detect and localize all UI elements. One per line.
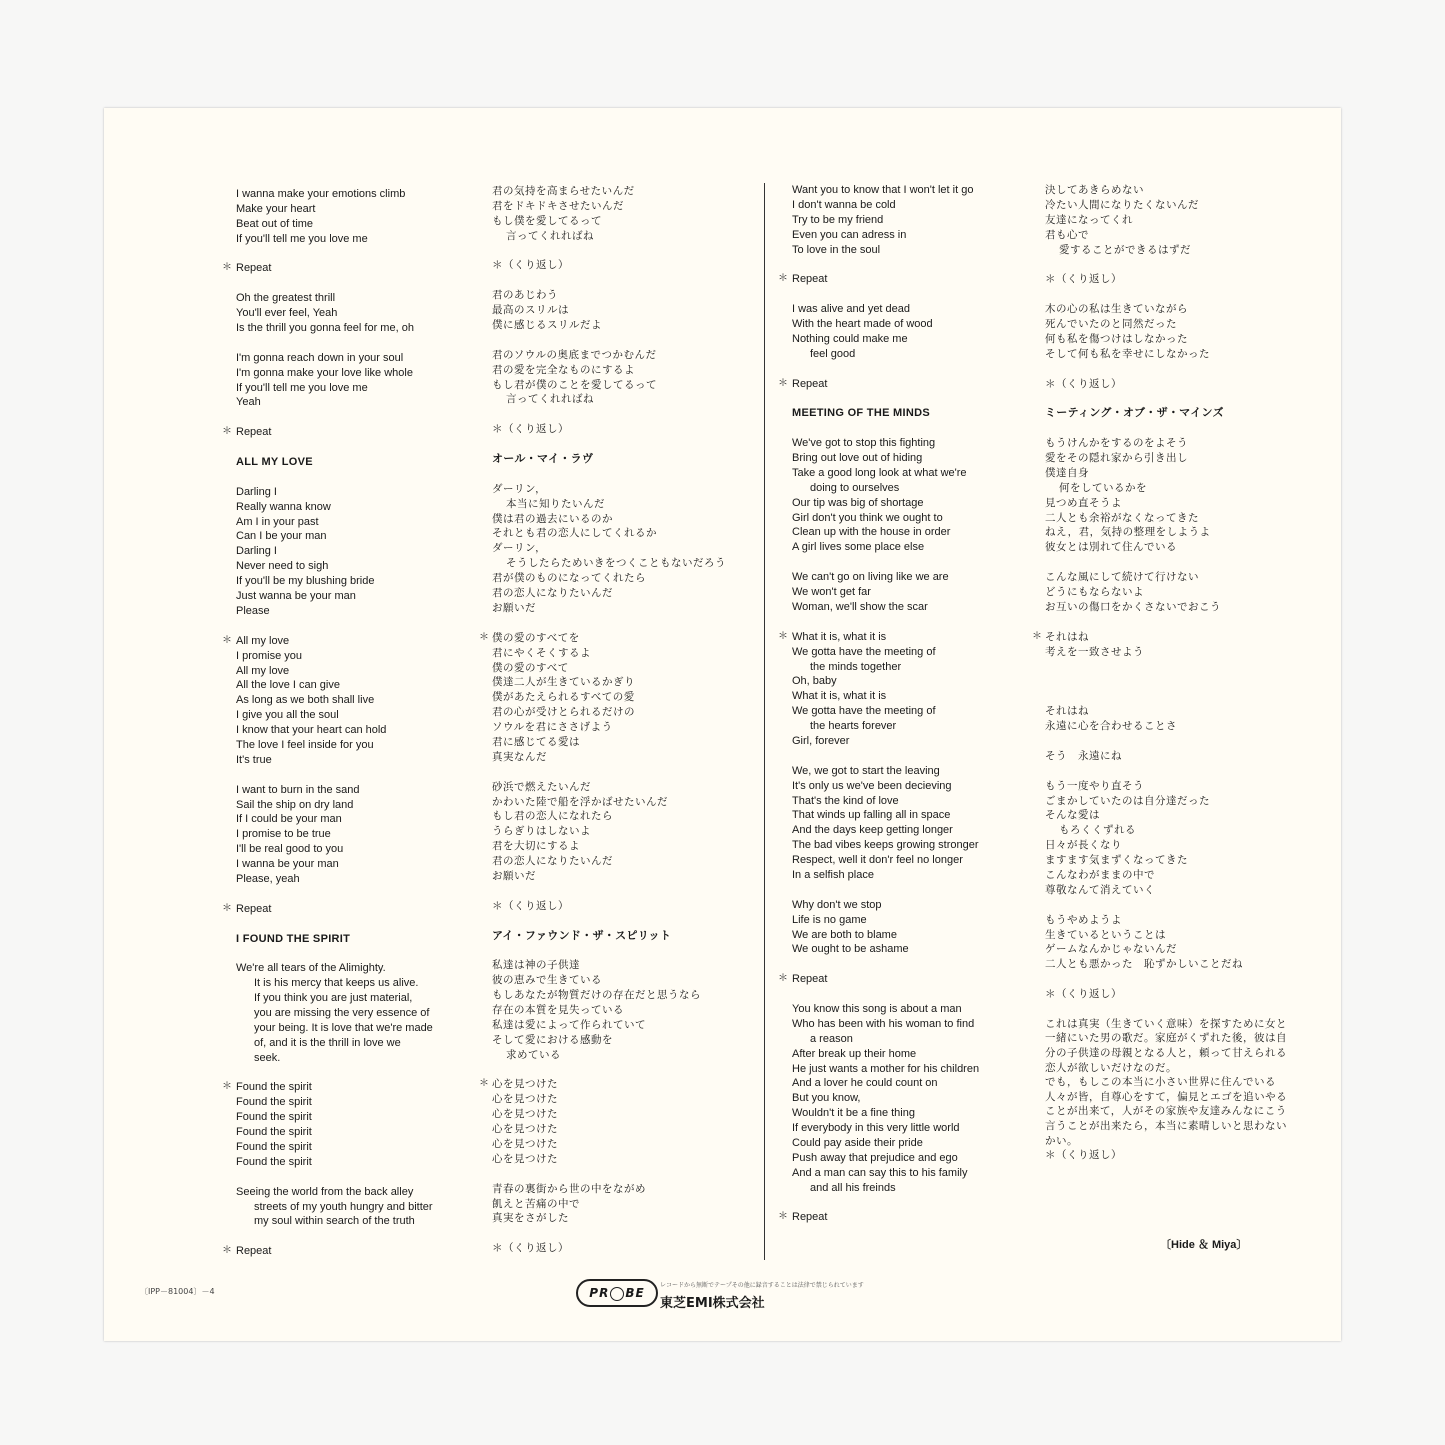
- lyric-line: All the love I can give: [236, 679, 340, 692]
- lyric-line: Oh the greatest thrill: [236, 292, 336, 305]
- blank-line: [236, 768, 433, 783]
- lyric-line: Can I be your man: [236, 530, 327, 543]
- lyric-line: ねえ，君，気持の整理をしようよ: [1045, 526, 1211, 539]
- lyric-line: 心を見つけた: [492, 1152, 558, 1165]
- lyric-line: Found the spirit: [236, 1111, 312, 1124]
- lyric-line: 心を見つけた: [492, 1093, 558, 1106]
- lyric-line: それはね: [1045, 705, 1089, 718]
- asterisk-marker: ＊: [778, 631, 788, 642]
- lyric-line: doing to ourselves: [810, 481, 900, 494]
- lyric-line: You'll ever feel, Yeah: [236, 307, 338, 320]
- blank-line: [236, 247, 433, 262]
- lyric-line: ごまかしていたのは自分達だった: [1045, 794, 1210, 807]
- lyric-line: ソウルを君にささげよう: [492, 721, 613, 734]
- lyric-line: それとも君の恋人にしてくれるか: [492, 527, 657, 540]
- lyric-line: もうけんかをするのをよそう: [1045, 437, 1188, 450]
- repeat-marker: Repeat: [792, 273, 828, 286]
- blank-line: [792, 555, 979, 570]
- lyric-line: Life is no game: [792, 913, 867, 926]
- song-title: アイ・ファウンド・ザ・スピリット: [492, 928, 672, 942]
- lyric-line: 心を見つけた: [492, 1123, 558, 1136]
- lyric-line: All my love: [236, 634, 290, 647]
- lyric-line: Want you to know that I won't let it go: [792, 184, 974, 196]
- lyric-line: I'm gonna make your love like whole: [236, 366, 413, 379]
- lyric-line: 生きているということは: [1045, 928, 1166, 941]
- lyric-line: my soul within search of the truth: [254, 1215, 415, 1228]
- blank-line: [1045, 391, 1291, 406]
- lyric-line: I promise to be true: [236, 828, 331, 841]
- lyric-line: 死んでいたのと同然だった: [1045, 318, 1177, 331]
- lyric-line: As long as we both shall live: [236, 694, 375, 707]
- blank-line: [1045, 660, 1291, 675]
- footer: [576, 1278, 876, 1311]
- lyric-line: 僕達二人が生きているかぎり: [492, 676, 635, 689]
- lyric-line: We gotta have the meeting of: [792, 705, 936, 718]
- asterisk-marker: ＊: [1032, 631, 1043, 642]
- lyric-line: お願いだ: [492, 601, 536, 614]
- lyric-line: 君のあじわう: [492, 289, 558, 302]
- lyric-line: 僕は君の過去にいるのか: [492, 512, 613, 525]
- lyric-line: a reason: [810, 1032, 853, 1045]
- blank-line: [492, 467, 726, 482]
- blank-line: [1045, 287, 1291, 302]
- blank-line: [1045, 689, 1291, 704]
- blank-line: [792, 287, 979, 302]
- lyric-line: 私達は神の子供達: [492, 959, 580, 972]
- blank-line: [492, 1226, 726, 1241]
- song-title: ALL MY LOVE: [236, 456, 313, 469]
- lyric-line: Darling I: [236, 545, 277, 558]
- lyric-line: That winds up falling all in space: [792, 809, 951, 822]
- lyric-line: 青春の裏街から世の中をながめ: [492, 1182, 646, 1195]
- lyric-line: He just wants a mother for his children: [792, 1062, 980, 1075]
- lyric-line: Girl don't you think we ought to: [792, 511, 943, 524]
- lyric-line: かわいた陸で船を浮かばせたいんだ: [492, 795, 668, 808]
- lyric-line: 僕の愛のすべてを: [492, 631, 580, 644]
- blank-line: [236, 946, 433, 961]
- lyric-line: Found the spirit: [236, 1081, 312, 1094]
- blank-line: [236, 619, 433, 634]
- lyric-line: 私達は愛によって作られていて: [492, 1018, 646, 1031]
- blank-line: [236, 1066, 433, 1081]
- lyric-line: If you think you are just material,: [254, 992, 413, 1005]
- repeat-marker: Repeat: [792, 1211, 828, 1224]
- lyric-line: Bring out love out of hiding: [792, 452, 923, 465]
- lyric-line: It is his mercy that keeps us alive.: [254, 977, 419, 990]
- lyric-line: Oh, baby: [792, 675, 837, 688]
- blank-line: [1045, 734, 1291, 749]
- lyric-line: もし僕を愛してるって: [492, 214, 602, 227]
- lyric-line: 砂浜で燃えたいんだ: [492, 780, 591, 793]
- lyrics-right-english: [778, 183, 980, 1225]
- lyric-line: Clean up with the house in order: [792, 526, 951, 539]
- lyric-line: どうにもならないよ: [1045, 586, 1144, 599]
- lyric-line: ダーリン，: [492, 482, 547, 495]
- lyric-line: 君の恋人になりたいんだ: [492, 587, 613, 600]
- lyric-line: I was alive and yet dead: [792, 303, 911, 316]
- lyric-line: If you'll be my blushing bride: [236, 575, 375, 588]
- lyric-line: Woman, we'll show the scar: [792, 600, 928, 613]
- lyric-line: そうしたらためいきをつくこともないだろう: [506, 557, 726, 570]
- commentary-paragraph: これは真実（生きていく意味）を探すために女と一緒にいた男の歌だ。家庭がくずれた後，彼は自分の子供達の母親となる人と，頼って甘えられる恋人が欲しいだけなのだ。: [1045, 1017, 1287, 1074]
- column-divider: [764, 183, 765, 1260]
- lyric-line: Please, yeah: [236, 872, 300, 885]
- lyric-line: 友達になってくれ: [1045, 213, 1133, 226]
- asterisk-marker: ＊: [479, 1078, 490, 1089]
- blank-line: [492, 943, 726, 958]
- lyric-line: Wouldn't it be a fine thing: [792, 1107, 915, 1120]
- lyric-line: We, we got to start the leaving: [792, 764, 940, 777]
- lyric-line: 真実なんだ: [492, 750, 547, 763]
- lyric-line: We ought to be ashame: [792, 943, 909, 956]
- lyric-line: 存在の本質を見失っている: [492, 1003, 624, 1016]
- lyric-line: Am I in your past: [236, 515, 319, 528]
- blank-line: [492, 244, 726, 259]
- asterisk-marker: ＊: [778, 1211, 788, 1222]
- blank-line: [792, 749, 979, 764]
- lyric-line: If you'll tell me you love me: [236, 381, 368, 394]
- lyric-line: We've got to stop this fighting: [792, 437, 936, 450]
- lyric-line: 本当に知りたいんだ: [506, 497, 605, 510]
- lyric-line: Please: [236, 604, 270, 617]
- lyrics-right-japanese: [1032, 183, 1291, 1163]
- lyric-line: そんな愛は: [1045, 809, 1100, 822]
- lyric-line: If you'll tell me you love me: [236, 232, 368, 245]
- blank-line: [792, 257, 979, 272]
- blank-line: [1045, 615, 1291, 630]
- lyric-line: 君のソウルの奥底までつかむんだ: [492, 348, 657, 361]
- blank-line: [1045, 764, 1291, 779]
- lyric-line: feel good: [810, 347, 856, 360]
- lyric-line: Seeing the world from the back alley: [236, 1185, 414, 1198]
- lyric-line: Respect, well it don'r feel no longer: [792, 854, 963, 867]
- lyric-line: こんなわがままの中で: [1045, 868, 1155, 881]
- blank-line: [492, 914, 726, 929]
- lyric-line: seek.: [254, 1051, 281, 1064]
- lyric-line: もしあなたが物質だけの存在だと思うなら: [492, 989, 701, 1002]
- lyric-line: 言ってくれればね: [506, 393, 594, 406]
- blank-line: [492, 884, 726, 899]
- lyric-line: 永遠に心を合わせることさ: [1045, 720, 1177, 733]
- lyric-line: In a selfish place: [792, 868, 874, 881]
- blank-line: [1045, 674, 1291, 689]
- lyric-line: そう 永遠にね: [1045, 749, 1122, 762]
- lyric-line: 見つめ直そうよ: [1045, 496, 1122, 509]
- repeat-marker: Repeat: [236, 1245, 272, 1258]
- lyric-line: ますます気まずくなってきた: [1045, 854, 1188, 867]
- lyric-line: 君の愛を完全なものにするよ: [492, 363, 635, 376]
- blank-line: [492, 407, 726, 422]
- lyric-line: 愛をその隠れ家から引き出し: [1045, 452, 1188, 465]
- asterisk-marker: ＊: [778, 973, 788, 984]
- lyric-line: I wanna be your man: [236, 858, 339, 871]
- blank-line: [792, 391, 979, 406]
- lyric-line: I know that your heart can hold: [236, 724, 387, 737]
- lyric-line: 何をしているかを: [1059, 481, 1147, 494]
- blank-line: [792, 883, 979, 898]
- lyric-line: 君をドキドキさせたいんだ: [492, 199, 624, 212]
- asterisk-marker: ＊: [222, 1245, 232, 1256]
- repeat-marker: Repeat: [236, 262, 272, 275]
- asterisk-marker: ＊: [222, 903, 232, 914]
- lyrics-left-english: [222, 187, 433, 1259]
- catalog-number: 〔IPP－81004〕－4: [140, 1287, 215, 1296]
- lyric-line: もし君の恋人になれたら: [492, 810, 613, 823]
- lyric-line: 君の心が受けとられるだけの: [492, 706, 635, 719]
- lyric-line: そして愛における感動を: [492, 1033, 613, 1046]
- lyric-line: 尊敬なんて消えていく: [1045, 883, 1155, 896]
- lyric-line: 僕があたえられるすべての愛: [492, 691, 635, 704]
- lyric-line: 君の恋人になりたいんだ: [492, 855, 613, 868]
- asterisk-marker: ＊: [479, 632, 490, 643]
- blank-line: [1045, 898, 1291, 913]
- blank-line: [1045, 1002, 1291, 1017]
- lyric-line: What it is, what it is: [792, 690, 887, 703]
- lyric-line: Just wanna be your man: [236, 590, 356, 603]
- lyric-line: 日々が長くなり: [1045, 839, 1122, 852]
- lyric-line: That's the kind of love: [792, 794, 899, 807]
- lyric-line: We won't get far: [792, 586, 871, 599]
- translator-credit: 〔Hide ＆ Miya〕: [1160, 1239, 1248, 1251]
- lyric-line: ゲームなんかじゃないんだ: [1045, 943, 1177, 956]
- lyric-line: Try to be my friend: [792, 213, 884, 226]
- lyric-line: 求めている: [506, 1048, 561, 1061]
- blank-line: [792, 957, 979, 972]
- lyric-line: I'll be real good to you: [236, 843, 344, 856]
- lyric-line: ＊（くり返し）: [492, 899, 569, 912]
- lyric-line: ＊（くり返し）: [1045, 1149, 1122, 1162]
- lyric-line: Sail the ship on dry land: [236, 798, 354, 811]
- lyric-line: You know this song is about a man: [792, 1002, 962, 1015]
- lyric-line: 木の心の私は生きていながら: [1045, 303, 1188, 316]
- lyric-line: And a lover he could count on: [792, 1077, 938, 1090]
- lyric-line: your being. It is love that we're made: [254, 1021, 433, 1034]
- blank-line: [792, 421, 979, 436]
- lyric-line: こんな風にして続けて行けない: [1045, 571, 1199, 584]
- lyric-line: Never need to sigh: [236, 560, 329, 573]
- repeat-marker: Repeat: [792, 377, 828, 390]
- lyric-line: you are missing the very essence of: [254, 1006, 430, 1019]
- asterisk-marker: ＊: [222, 262, 232, 273]
- lyric-line: 飢えと苦痛の中で: [492, 1197, 580, 1210]
- lyric-line: ＊（くり返し）: [1045, 988, 1122, 1001]
- asterisk-marker: ＊: [778, 378, 788, 389]
- lyric-line: 心を見つけた: [492, 1078, 558, 1091]
- lyric-line: Who has been with his woman to find: [792, 1017, 975, 1030]
- lyric-line: the hearts forever: [810, 720, 897, 733]
- lyric-line: But you know,: [792, 1092, 861, 1105]
- lyric-line: もろくくずれる: [1059, 824, 1136, 837]
- blank-line: [236, 887, 433, 902]
- asterisk-marker: ＊: [222, 426, 232, 437]
- lyric-line: Why don't we stop: [792, 898, 882, 911]
- lyric-line: ＊（くり返し）: [492, 423, 569, 436]
- lyric-line: What it is, what it is: [792, 630, 887, 643]
- blank-line: [236, 470, 433, 485]
- blank-line: [1045, 257, 1291, 272]
- lyric-line: A girl lives some place else: [792, 541, 925, 554]
- lyric-line: ＊（くり返し）: [1045, 377, 1122, 390]
- blank-line: [492, 616, 726, 631]
- lyric-line: We gotta have the meeting of: [792, 645, 936, 658]
- blank-line: [1045, 555, 1291, 570]
- asterisk-marker: ＊: [222, 635, 232, 646]
- lyric-line: I want to burn in the sand: [236, 783, 360, 796]
- lyric-line: And the days keep getting longer: [792, 824, 953, 837]
- commentary-paragraph: でも，もしこの本当に小さい世界に住んでいる人々が皆，自尊心をすて，偏見とエゴを追いやることが出来て，人がその家族や友達みんなにこう言うことが出来たら，本当に素晴しいと思わないかい。: [1045, 1076, 1288, 1147]
- lyric-line: With the heart made of wood: [792, 318, 933, 331]
- repeat-marker: Repeat: [792, 973, 828, 986]
- lyric-line: Darling I: [236, 485, 277, 498]
- lyric-line: 君が僕のものになってくれたら: [492, 572, 646, 585]
- lyric-line: Really wanna know: [236, 500, 331, 513]
- lyric-line: Found the spirit: [236, 1155, 312, 1168]
- lyric-line: 真実をさがした: [492, 1212, 569, 1225]
- lyric-line: 君に感じてる愛は: [492, 735, 580, 748]
- lyric-line: 彼女とは別れて住んでいる: [1045, 541, 1177, 554]
- lyric-line: After break up their home: [792, 1047, 917, 1060]
- lyric-line: Found the spirit: [236, 1096, 312, 1109]
- repeat-marker: Repeat: [236, 902, 272, 915]
- lyric-line: もう一度やり直そう: [1045, 779, 1144, 792]
- song-title: MEETING OF THE MINDS: [792, 407, 930, 420]
- lyric-line: 君の気持を高まらせたいんだ: [492, 185, 635, 197]
- song-title: I FOUND THE SPIRIT: [236, 932, 351, 945]
- lyric-line: of, and it is the thrill in love we: [254, 1036, 401, 1049]
- lyric-line: ＊（くり返し）: [492, 259, 569, 272]
- probe-logo: PR BE: [576, 1279, 658, 1307]
- blank-line: [236, 276, 433, 291]
- blank-line: [492, 1063, 726, 1078]
- lyric-line: If I could be your man: [236, 813, 342, 826]
- lyric-line: 二人とも余裕がなくなってきた: [1045, 511, 1199, 524]
- lyric-line: 決してあきらめない: [1045, 184, 1144, 196]
- lyric-line: Our tip was big of shortage: [792, 496, 924, 509]
- lyric-line: 君を大切にするよ: [492, 840, 580, 853]
- repeat-marker: Repeat: [236, 426, 272, 439]
- blank-line: [236, 440, 433, 455]
- blank-line: [236, 410, 433, 425]
- lyric-line: It's only us we've been decieving: [792, 779, 952, 792]
- blank-line: [1045, 972, 1291, 987]
- lyric-line: Found the spirit: [236, 1126, 312, 1139]
- lyric-line: We are both to blame: [792, 928, 897, 941]
- lyric-line: the minds together: [810, 660, 902, 673]
- lyric-line: 彼の恵みで生きている: [492, 974, 602, 987]
- asterisk-marker: ＊: [222, 1081, 232, 1092]
- lyric-line: Beat out of time: [236, 217, 314, 230]
- lyric-line: ＊（くり返し）: [1045, 273, 1122, 286]
- song-title: ミーティング・オブ・ザ・マインズ: [1045, 406, 1224, 420]
- lyric-line: 僕達自身: [1045, 466, 1089, 479]
- lyric-line: そして何も私を幸せにしなかった: [1045, 347, 1210, 360]
- lyric-line: If everybody in this very little world: [792, 1122, 960, 1135]
- lyric-line: ＊（くり返し）: [492, 1242, 569, 1255]
- lyric-line: Yeah: [236, 396, 261, 409]
- blank-line: [1045, 421, 1291, 436]
- lyric-line: 君にやくそくするよ: [492, 646, 591, 659]
- lyric-line: もし君が僕のことを愛してるって: [492, 378, 657, 391]
- blank-line: [492, 1167, 726, 1182]
- lyric-line: 何も私を傷つけはしなかった: [1045, 332, 1188, 345]
- lyric-line: We can't go on living like we are: [792, 571, 949, 584]
- blank-line: [792, 362, 979, 377]
- lyric-line: 愛することができるはずだ: [1059, 243, 1191, 256]
- lyric-line: 僕の愛のすべて: [492, 661, 569, 674]
- lyric-line: 心を見つけた: [492, 1108, 558, 1121]
- lyric-line: I promise you: [236, 649, 303, 662]
- blank-line: [236, 1170, 433, 1185]
- lyric-line: The bad vibes keeps growing stronger: [792, 839, 979, 852]
- lyric-line: Could pay aside their pride: [792, 1137, 923, 1149]
- lyric-line: Girl, forever: [792, 734, 850, 747]
- lyric-line: ダーリン，: [492, 542, 547, 555]
- lyric-line: それはね: [1045, 630, 1089, 643]
- song-title: オール・マイ・ラヴ: [492, 452, 594, 466]
- asterisk-marker: ＊: [778, 273, 788, 284]
- lyric-line: Found the spirit: [236, 1141, 312, 1153]
- blank-line: [792, 987, 979, 1002]
- lyric-line: 心を見つけた: [492, 1138, 558, 1150]
- lyric-line: お互いの傷口をかくさないでおこう: [1045, 600, 1221, 613]
- lyric-line: I'm gonna reach down in your soul: [236, 351, 404, 364]
- lyric-line: And a man can say this to his family: [792, 1166, 968, 1179]
- lyrics-left-japanese: [479, 184, 726, 1256]
- blank-line: [792, 615, 979, 630]
- blank-line: [236, 336, 433, 351]
- lyric-line: All my love: [236, 664, 290, 677]
- lyric-line: streets of my youth hungry and bitter: [254, 1200, 433, 1213]
- lyric-line: 君も心で: [1045, 228, 1089, 241]
- lyric-line: It's true: [236, 753, 272, 766]
- lyric-line: お願いだ: [492, 869, 536, 882]
- lyric-line: Even you can adress in: [792, 228, 907, 241]
- lyric-line: To love in the soul: [792, 243, 881, 256]
- blank-line: [236, 917, 433, 932]
- logo-circle-icon: [610, 1287, 624, 1301]
- blank-line: [492, 765, 726, 780]
- lyric-line: 考えを一致させよう: [1045, 645, 1144, 658]
- lyric-line: and all his freinds: [810, 1181, 896, 1194]
- lyric-line: I give you all the soul: [236, 709, 339, 722]
- lyric-line: 二人とも悪かった 恥ずかしいことだね: [1045, 958, 1243, 971]
- lyric-line: もうやめようよ: [1045, 913, 1122, 926]
- lyric-line: Is the thrill you gonna feel for me, oh: [236, 322, 414, 335]
- lyric-line: Take a good long look at what we're: [792, 466, 967, 479]
- lyric-line: Push away that prejudice and ego: [792, 1151, 958, 1164]
- lyric-line: Nothing could make me: [792, 332, 908, 345]
- lyric-line: 最高のスリルは: [492, 304, 569, 317]
- lyric-line: Make your heart: [236, 202, 316, 215]
- lyric-line: We're all tears of the Alimighty.: [236, 962, 386, 975]
- lyric-line: I don't wanna be cold: [792, 198, 896, 211]
- lyric-line: 僕に感じるスリルだよ: [492, 319, 602, 332]
- company-name: 東芝EMI株式会社: [660, 1296, 765, 1311]
- lyric-line: うらぎりはしないよ: [492, 825, 591, 838]
- blank-line: [792, 1196, 979, 1211]
- blank-line: [1045, 362, 1291, 377]
- blank-line: [236, 1229, 433, 1244]
- blank-line: [492, 273, 726, 288]
- lyric-line: 冷たい人間になりたくないんだ: [1045, 198, 1199, 211]
- lyric-line: I wanna make your emotions climb: [236, 188, 406, 200]
- lyric-line: The love I feel inside for you: [236, 738, 374, 751]
- lyric-line: 言ってくれればね: [506, 229, 594, 242]
- blank-line: [492, 437, 726, 452]
- blank-line: [492, 333, 726, 348]
- copyright-notice: レコードから無断でテープその他に録音することは法律で禁じられています: [660, 1282, 864, 1289]
